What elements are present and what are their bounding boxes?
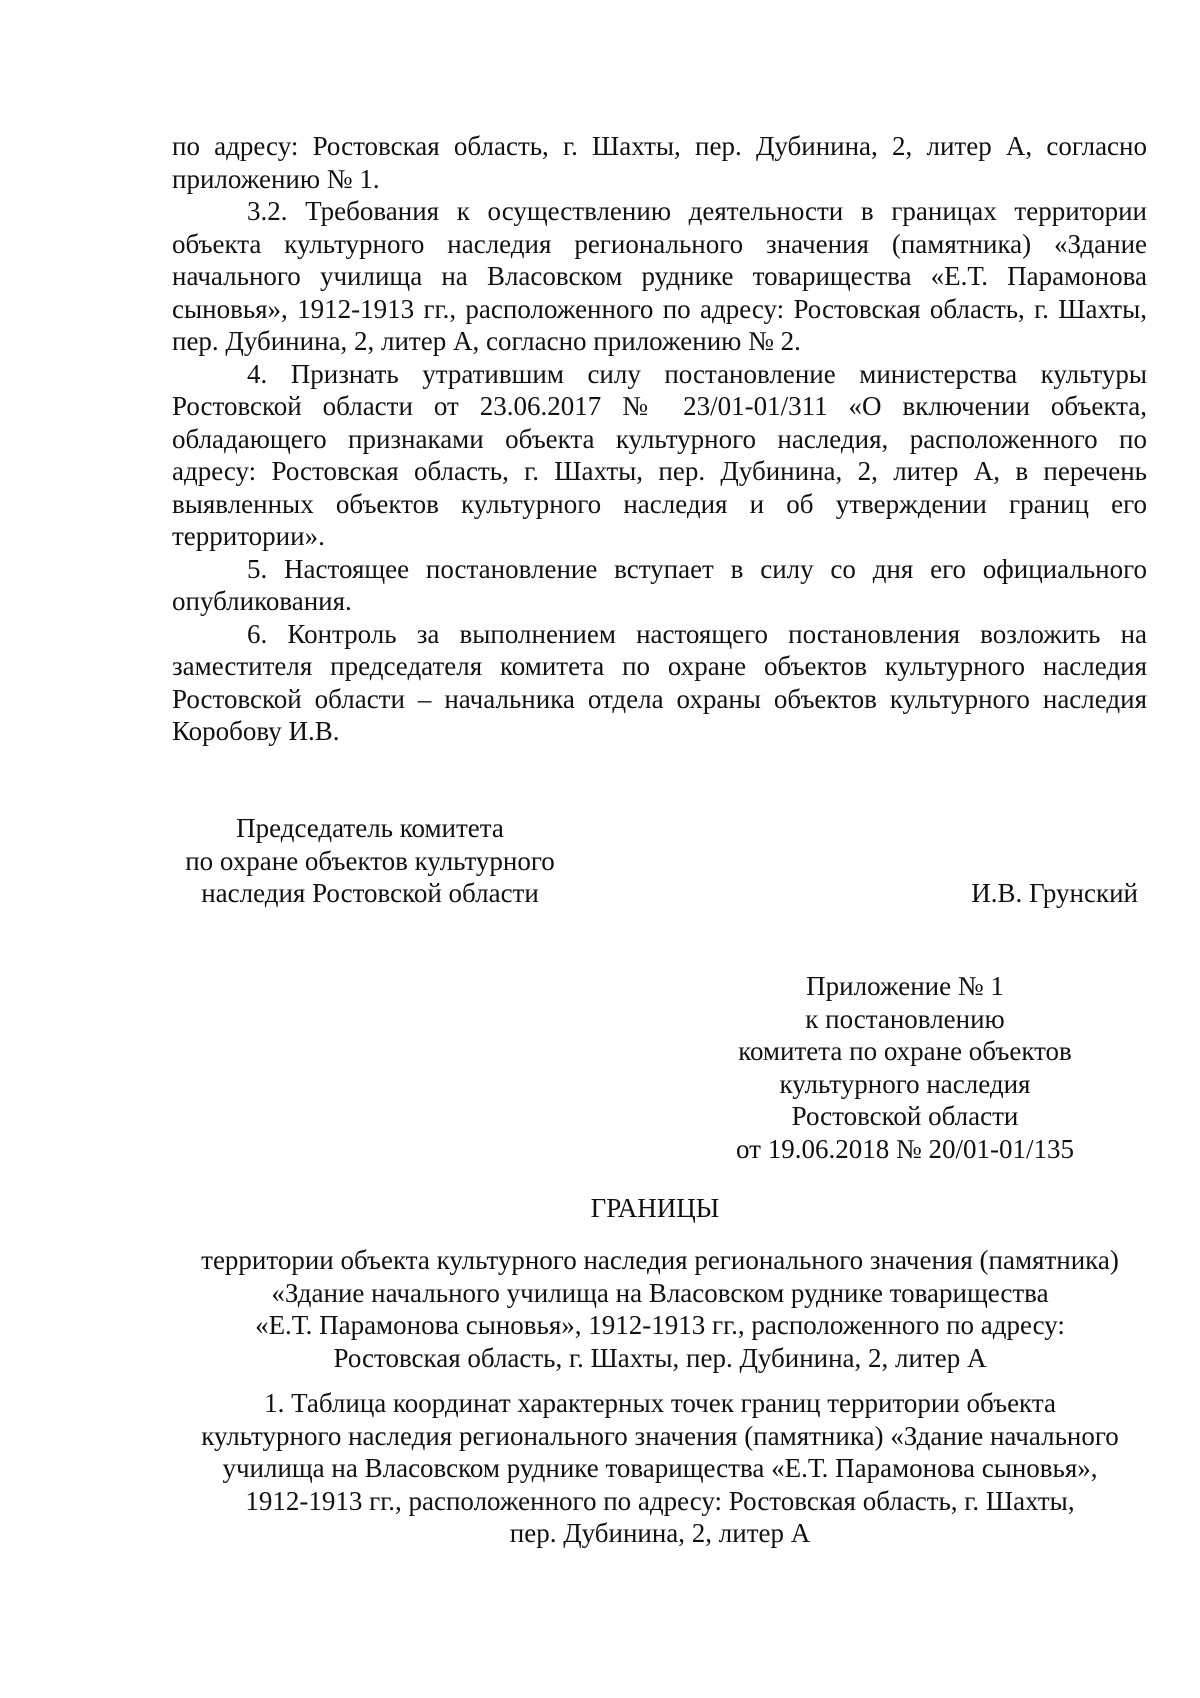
paragraph-3-2: 3.2. Требования к осуществлению деятельности в границах территории объекта культурного наследия регионального значения (памятника) «Здание начального училища на Власовском руднике товарищества «Е.Т. Парамонова сыновья», 1912-1913 гг., расположенного по адресу: Ростовская область, г. Шахты, пер. Дубинина, 2, литер А, согласно приложению № 2. bbox=[172, 196, 1147, 356]
paragraph-5: 5. Настоящее постановление вступает в силу со дня его официального опубликования. bbox=[172, 553, 1147, 616]
subheading-line: «Здание начального училища на Власовском руднике товарищества bbox=[271, 1277, 1049, 1308]
appendix-line: от 19.06.2018 № 20/01-01/135 bbox=[736, 1133, 1074, 1164]
signature-position-line: Председатель комитета bbox=[236, 813, 504, 843]
table-title-line: 1. Таблица координат характерных точек границ территории объекта bbox=[264, 1388, 1056, 1418]
signer-name: И.В. Грунский bbox=[971, 878, 1138, 908]
document-body bbox=[172, 130, 1147, 748]
subheading-line: Ростовская область, г. Шахты, пер. Дубинина, 2, литер А bbox=[333, 1342, 987, 1373]
signature-position-line: наследия Ростовской области bbox=[201, 878, 539, 908]
paragraph-continuation: по адресу: Ростовская область, г. Шахты, пер. Дубинина, 2, литер А, согласно приложению № 1. bbox=[172, 131, 1147, 194]
table-title-line: культурного наследия регионального значения (памятника) «Здание начального bbox=[201, 1420, 1119, 1451]
document-heading: ГРАНИЦЫ bbox=[590, 1193, 720, 1223]
appendix-line: Ростовской области bbox=[791, 1101, 1019, 1131]
appendix-line: культурного наследия bbox=[779, 1068, 1031, 1099]
appendix-line: к постановлению bbox=[805, 1003, 1005, 1034]
appendix-line: Приложение № 1 bbox=[806, 971, 1004, 1001]
subheading-line: территории объекта культурного наследия регионального значения (памятника) bbox=[201, 1245, 1119, 1275]
coordinates-table-title bbox=[170, 1387, 1150, 1550]
paragraph-6: 6. Контроль за выполнением настоящего постановления возложить на заместителя председателя комитета по охране объектов культурного наследия Ростовской области – начальника отдела охраны объектов культурного наследия Коробову И.В. bbox=[172, 618, 1147, 746]
table-title-line: 1912-1913 гг., расположенного по адресу: Ростовская область, г. Шахты, bbox=[245, 1485, 1075, 1516]
table-title-line: училища на Власовском руднике товарищества «Е.Т. Парамонова сыновья», bbox=[222, 1453, 1098, 1483]
appendix-header bbox=[700, 970, 1110, 1165]
signature-position-line: по охране объектов культурного bbox=[185, 845, 555, 876]
paragraph-4: 4. Признать утратившим силу постановление министерства культуры Ростовской области от 23.06.2017 № 23/01-01/311 «О включении объекта, обладающего признаками объекта культурного наследия, расположенного по адресу: Ростовская область, г. Шахты, пер. Дубинина, 2, литер А, в перечень выявленных объектов культурного наследия и об утверждении границ его территории». bbox=[172, 358, 1147, 551]
table-title-line: пер. Дубинина, 2, литер А bbox=[509, 1518, 811, 1548]
signature-block bbox=[170, 812, 570, 910]
subheading-line: «Е.Т. Парамонова сыновья», 1912-1913 гг., расположенного по адресу: bbox=[255, 1310, 1065, 1340]
document-subheading bbox=[170, 1244, 1150, 1374]
appendix-line: комитета по охране объектов bbox=[738, 1036, 1072, 1066]
